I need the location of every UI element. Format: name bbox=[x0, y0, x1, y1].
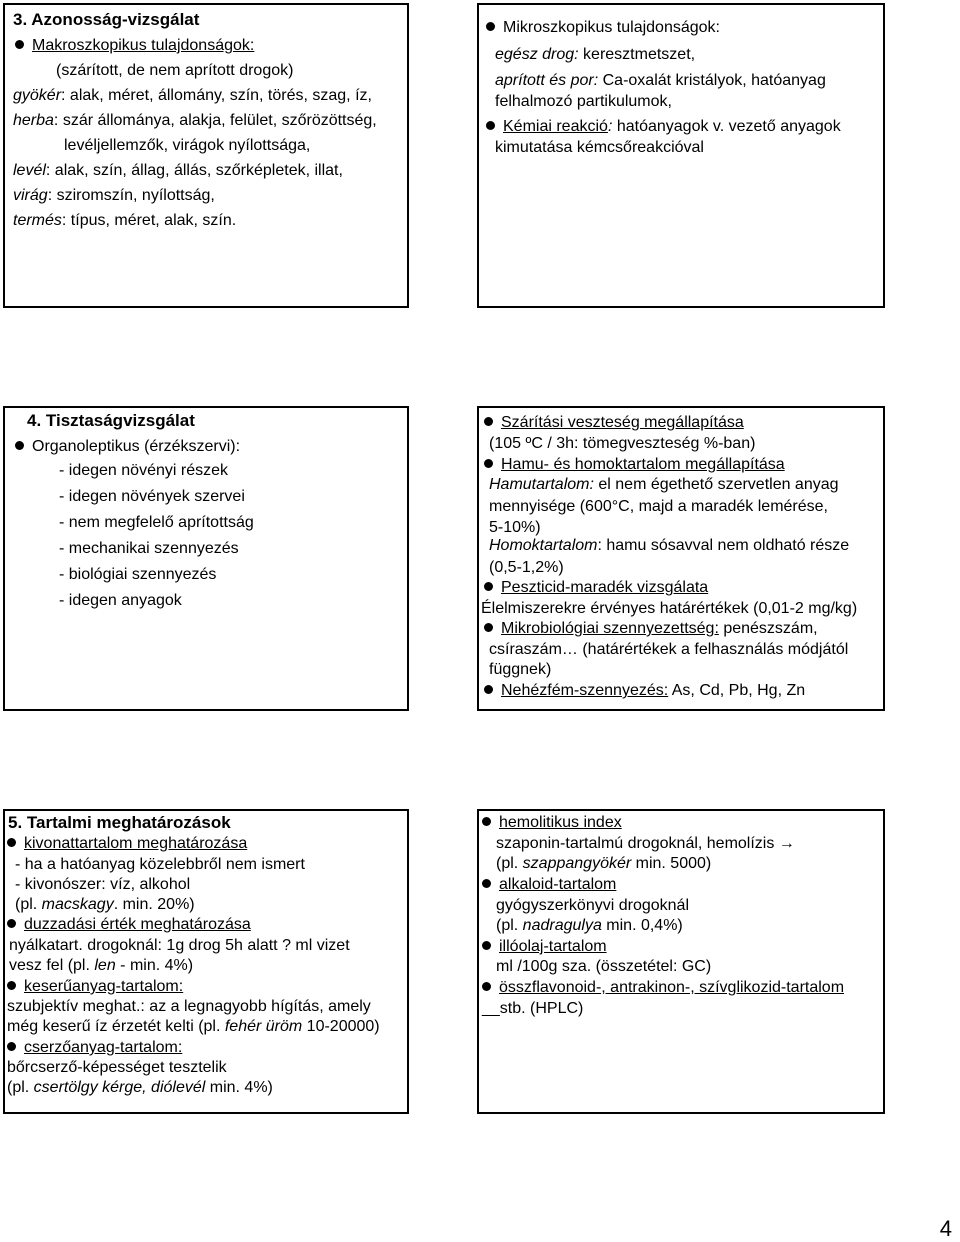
slide-title: 5. Tartalmi meghatározások bbox=[8, 813, 231, 832]
text-line: kimutatása kémcsőreakcióval bbox=[495, 139, 704, 156]
bullet-icon bbox=[484, 582, 493, 591]
bullet-icon bbox=[7, 981, 16, 990]
text-line: bőrcserző-képességet tesztelik bbox=[7, 1059, 227, 1076]
list-item: - idegen anyagok bbox=[59, 592, 182, 609]
bullet-icon bbox=[15, 441, 24, 450]
bullet-kivonattartalom: kivonattartalom meghatározása bbox=[7, 834, 247, 854]
text-line: (pl. csertölgy kérge, diólevél min. 4%) bbox=[7, 1079, 273, 1096]
bullet-icon bbox=[486, 22, 495, 31]
text-line: termés: típus, méret, alak, szín. bbox=[13, 212, 237, 229]
bullet-icon bbox=[7, 919, 16, 928]
text-line: Élelmiszerekre érvényes határértékek (0,01-2 mg/kg) bbox=[481, 600, 858, 617]
text-line: - kivonószer: víz, alkohol bbox=[15, 876, 191, 893]
slide-title: 4. Tisztaságvizsgálat bbox=[27, 411, 195, 430]
bullet-icon bbox=[482, 982, 491, 991]
slide-3-azonossag bbox=[3, 3, 409, 308]
text-line: gyógyszerkönyvi drogoknál bbox=[496, 897, 689, 914]
text-line: - ha a hatóanyag közelebbről nem ismert bbox=[15, 856, 305, 873]
text-line: függnek) bbox=[489, 661, 552, 678]
text-line: még keserű íz érzetét kelti (pl. fehér üröm 10-20000) bbox=[7, 1018, 380, 1035]
bullet-icon bbox=[7, 1042, 16, 1051]
text-line: felhalmozó partikulumok, bbox=[495, 93, 672, 110]
bullet-alkaloid: alkaloid-tartalom bbox=[482, 875, 616, 895]
text-line: herba: szár állománya, alakja, felület, szőrözöttség, bbox=[13, 112, 377, 129]
text-line: nyálkatart. drogoknál: 1g drog 5h alatt ? ml vizet bbox=[9, 937, 350, 954]
text-line: (pl. macskagy. min. 20%) bbox=[15, 896, 195, 913]
text-line: egész drog: keresztmetszet, bbox=[495, 46, 696, 63]
slide-5-tartalmi bbox=[3, 809, 409, 1114]
page-number: 4 bbox=[939, 1216, 952, 1241]
text-line: virág: sziromszín, nyílottság, bbox=[13, 187, 215, 204]
bullet-makroszkopikus: Makroszkopikus tulajdonságok: bbox=[15, 36, 254, 56]
bullet-icon bbox=[482, 879, 491, 888]
text-line: (0,5-1,2%) bbox=[489, 559, 564, 576]
text-line: mennyisége (600°C, majd a maradék lemérése, bbox=[489, 498, 828, 515]
slide-title: 3. Azonosság-vizsgálat bbox=[13, 10, 200, 29]
bullet-duzzadasi: duzzadási érték meghatározása bbox=[7, 915, 251, 935]
bullet-peszticid: Peszticid-maradék vizsgálata bbox=[484, 578, 708, 598]
bullet-hemolitikus: hemolitikus index bbox=[482, 813, 622, 833]
bullet-kemiai-reakcio: Kémiai reakció: hatóanyagok v. vezető anyagok bbox=[486, 117, 841, 137]
bullet-nehezfem: Nehézfém-szennyezés: As, Cd, Pb, Hg, Zn bbox=[484, 681, 805, 701]
text-line: aprított és por: Ca-oxalát kristályok, hatóanyag bbox=[495, 72, 826, 89]
text-line: ml /100g sza. (összetétel: GC) bbox=[496, 958, 712, 975]
text-line: Hamutartalom: el nem égethető szervetlen anyag bbox=[489, 476, 839, 493]
list-item: - idegen növényi részek bbox=[59, 462, 228, 479]
bullet-icon bbox=[484, 459, 493, 468]
bullet-icon bbox=[482, 941, 491, 950]
text-line: Homoktartalom: hamu sósavval nem oldható része bbox=[489, 537, 850, 554]
text-line: gyökér: alak, méret, állomány, szín, törés, szag, íz, bbox=[13, 87, 372, 104]
slide-5-indexek bbox=[477, 809, 885, 1114]
slide-4-tisztasag bbox=[3, 406, 409, 711]
text-line: csíraszám… (határértékek a felhasználás módjától bbox=[489, 641, 849, 658]
text-line: (105 ºC / 3h: tömegveszteség %-ban) bbox=[489, 435, 756, 452]
bullet-icon bbox=[15, 40, 24, 49]
bullet-osszflavonoid: összflavonoid-, antrakinon-, szívglikozid-tartalom bbox=[482, 978, 844, 998]
text-line: 5-10%) bbox=[489, 519, 541, 536]
text-line: szaponin-tartalmú drogoknál, hemolízis → bbox=[496, 835, 795, 852]
text-line: (szárított, de nem aprított drogok) bbox=[56, 62, 294, 79]
list-item: - biológiai szennyezés bbox=[59, 566, 217, 583]
bullet-icon bbox=[482, 817, 491, 826]
slide-3-mikroszkopikus bbox=[477, 3, 885, 308]
bullet-hamu: Hamu- és homoktartalom megállapítása bbox=[484, 455, 785, 475]
list-item: - mechanikai szennyezés bbox=[59, 540, 239, 557]
text-line: __stb. (HPLC) bbox=[482, 1000, 584, 1017]
text-line: (pl. nadragulya min. 0,4%) bbox=[496, 917, 683, 934]
text-line: vesz fel (pl. len - min. 4%) bbox=[9, 957, 194, 974]
bullet-mikroszkopikus: Mikroszkopikus tulajdonságok: bbox=[486, 18, 720, 38]
bullet-cserzoanyag: cserzőanyag-tartalom: bbox=[7, 1038, 182, 1058]
text-line: (pl. szappangyökér min. 5000) bbox=[496, 855, 712, 872]
bullet-icon bbox=[484, 417, 493, 426]
list-item: - idegen növények szervei bbox=[59, 488, 245, 505]
text-line: levéljellemzők, virágok nyílottsága, bbox=[64, 137, 311, 154]
bullet-keseruanyag: keserűanyag-tartalom: bbox=[7, 977, 183, 997]
bullet-icon bbox=[484, 685, 493, 694]
list-item: - nem megfelelő aprítottság bbox=[59, 514, 254, 531]
bullet-mikrobiologiai: Mikrobiológiai szennyezettség: penészszám, bbox=[484, 619, 818, 639]
bullet-szaritasi: Szárítási veszteség megállapítása bbox=[484, 413, 744, 433]
bullet-icon bbox=[484, 623, 493, 632]
bullet-icon bbox=[7, 838, 16, 847]
text-line: levél: alak, szín, állag, állás, szőrképletek, illat, bbox=[13, 162, 343, 179]
bullet-organoleptikus: Organoleptikus (érzékszervi): bbox=[15, 437, 240, 457]
bullet-icon bbox=[486, 121, 495, 130]
slide-4-vizsgalatok bbox=[477, 406, 885, 711]
bullet-illoolaj: illóolaj-tartalom bbox=[482, 937, 607, 957]
text-line: szubjektív meghat.: az a legnagyobb hígítás, amely bbox=[7, 998, 371, 1015]
